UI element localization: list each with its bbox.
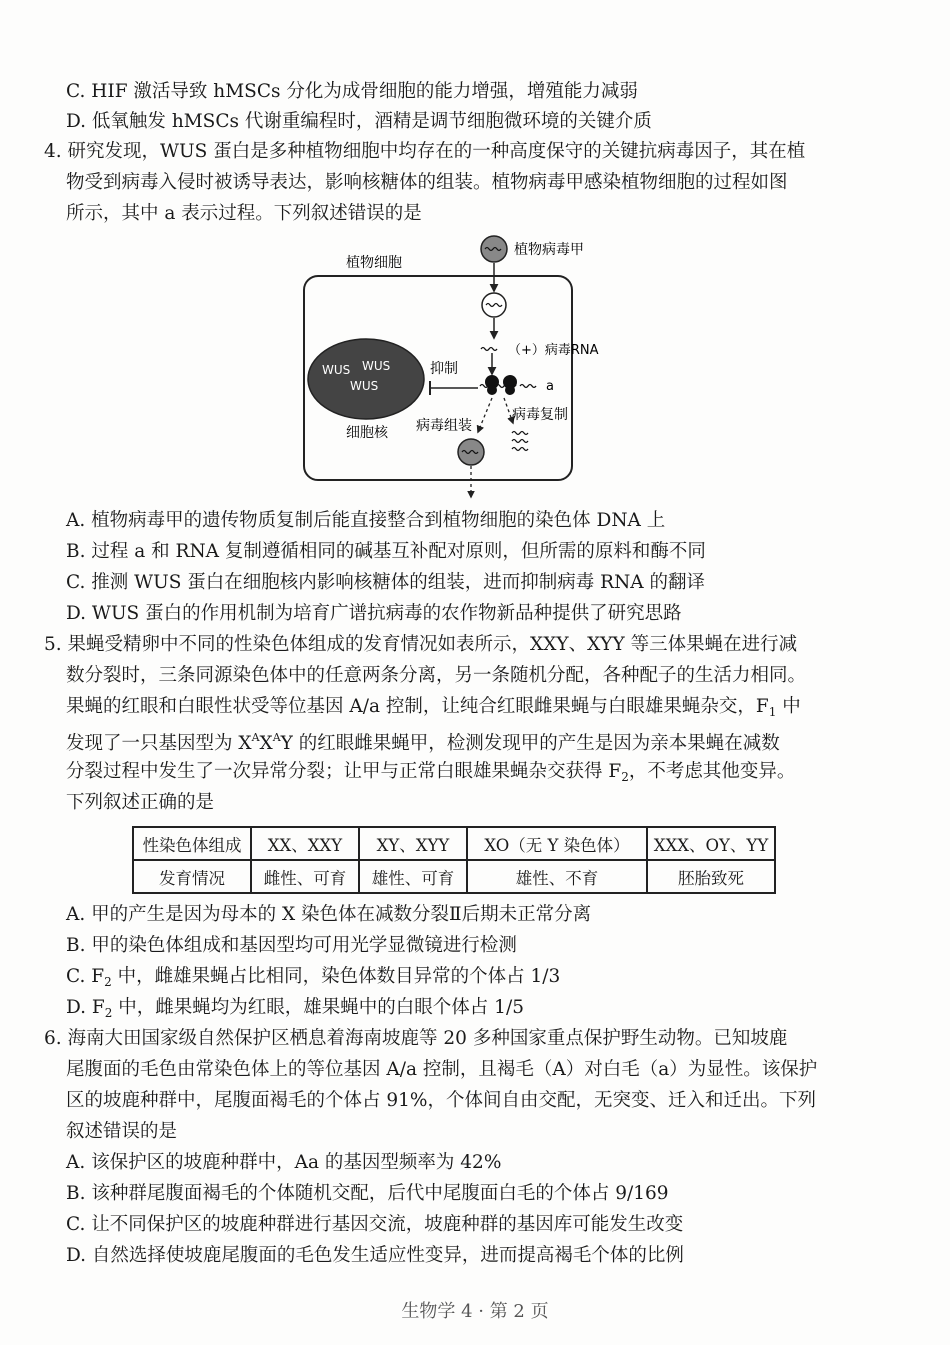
- wus-protein-2: WUS: [362, 359, 391, 373]
- ribosome-icon: [480, 375, 536, 395]
- table-row: [133, 860, 775, 893]
- wus-protein-3: WUS: [350, 379, 379, 393]
- process-a-label: a: [546, 379, 554, 394]
- q4-stem-line-3: 所示，其中 a 表示过程。下列叙述错误的是: [66, 203, 422, 224]
- virus-infection-diagram: [296, 232, 616, 502]
- virus-particle-icon: [481, 236, 507, 262]
- viral-rna-strand: [481, 348, 497, 351]
- table-row: [133, 827, 775, 860]
- q6-option-d: D. 自然选择使坡鹿尾腹面的毛色发生适应性变异，进而提高褐毛个体的比例: [66, 1245, 684, 1266]
- q6-stem-line-4: 叙述错误的是: [66, 1121, 178, 1142]
- q4-option-a: A. 植物病毒甲的遗传物质复制后能直接整合到植物细胞的染色体 DNA 上: [66, 510, 666, 531]
- q5-stem-line-5: 分裂过程中发生了一次异常分裂；让甲与正常白眼雄果蝇杂交获得 $F_2$，不考虑其他变异。: [66, 761, 796, 784]
- table-cell: 雄性、可育: [359, 860, 467, 893]
- inhibit-label: 抑制: [430, 361, 458, 377]
- option-c-prev: C. HIF 激活导致 hMSCs 分化为成骨细胞的能力增强，增殖能力减弱: [66, 81, 638, 102]
- replicated-rna: [512, 432, 528, 451]
- rna-label: （+）病毒RNA: [508, 343, 599, 358]
- q4-option-b: B. 过程 a 和 RNA 复制遵循相同的碱基互补配对原则，但所需的原料和酶不同: [66, 541, 706, 562]
- q5-option-d: D. $F_2$ 中，雌果蝇均为红眼，雄果蝇中的白眼个体占 1/5: [66, 997, 524, 1020]
- table-cell: 雄性、不育: [467, 860, 647, 893]
- table-cell: 雌性、可育: [251, 860, 359, 893]
- table-cell: XXX、OY、YY: [647, 827, 775, 860]
- q6-stem-line-1: 6. 海南大田国家级自然保护区栖息着海南坡鹿等 20 多种国家重点保护野生动物。已知坡鹿: [44, 1028, 788, 1049]
- q4-option-c: C. 推测 WUS 蛋白在细胞核内影响核糖体的组装，进而抑制病毒 RNA 的翻译: [66, 572, 706, 593]
- table-cell: 胚胎致死: [647, 860, 775, 893]
- q4-stem-line-2: 物受到病毒入侵时被诱导表达，影响核糖体的组装。植物病毒甲感染植物细胞的过程如图: [66, 172, 788, 193]
- q6-option-c: C. 让不同保护区的坡鹿种群进行基因交流，坡鹿种群的基因库可能发生改变: [66, 1214, 684, 1235]
- q4-stem-line-1: 4. 研究发现，WUS 蛋白是多种植物细胞中均存在的一种高度保守的关键抗病毒因子，其在植: [44, 141, 806, 162]
- q5-option-b: B. 甲的染色体组成和基因型均可用光学显微镜进行检测: [66, 935, 517, 956]
- replication-label: 病毒复制: [512, 407, 568, 423]
- table-cell: XX、XXY: [251, 827, 359, 860]
- q6-option-b: B. 该种群尾腹面褐毛的个体随机交配，后代中尾腹面白毛的个体占 9/169: [66, 1183, 669, 1204]
- q6-stem-line-3: 区的坡鹿种群中，尾腹面褐毛的个体占 91%，个体间自由交配，无突变、迁入和迁出。下列: [66, 1090, 817, 1111]
- q6-option-a: A. 该保护区的坡鹿种群中，Aa 的基因型频率为 42%: [66, 1152, 502, 1173]
- q6-stem-line-2: 尾腹面的毛色由常染色体上的等位基因 A/a 控制，且褐毛（A）对白毛（a）为显性。该保护: [66, 1059, 818, 1080]
- uncoated-virus-icon: [482, 293, 506, 317]
- assembly-label: 病毒组装: [416, 418, 472, 434]
- table-cell: 发育情况: [133, 860, 251, 893]
- q5-stem-line-1: 5. 果蝇受精卵中不同的性染色体组成的发育情况如表所示，XXY、XYY 等三体果蝇在进行减: [44, 634, 798, 655]
- q5-stem-line-4: 发现了一只基因型为 $X^AX^AY$ 的红眼雌果蝇甲，检测发现甲的产生是因为亲本果蝇在减数: [66, 731, 780, 754]
- q5-option-c: C. $F_2$ 中，雌雄果蝇占比相同，染色体数目异常的个体占 1/3: [66, 966, 561, 989]
- option-d-prev: D. 低氧触发 hMSCs 代谢重编程时，酒精是调节细胞微环境的关键介质: [66, 111, 652, 132]
- plant-cell-label: 植物细胞: [346, 255, 402, 271]
- q5-stem-line-2: 数分裂时，三条同源染色体中的任意两条分离，另一条随机分配，各种配子的生活力相同。: [66, 665, 807, 686]
- page-footer: 生物学 4 · 第 2 页: [401, 1301, 549, 1322]
- assembled-virus-icon: [458, 439, 484, 465]
- sex-chromosome-table: [132, 826, 776, 894]
- virus-label: 植物病毒甲: [514, 242, 584, 258]
- table-cell: XO（无 Y 染色体）: [467, 827, 647, 860]
- nucleus-label: 细胞核: [346, 425, 388, 441]
- table-cell: XY、XYY: [359, 827, 467, 860]
- q5-stem-line-6: 下列叙述正确的是: [66, 792, 215, 813]
- wus-protein-1: WUS: [322, 363, 351, 377]
- q5-stem-line-3: 果蝇的红眼和白眼性状受等位基因 A/a 控制，让纯合红眼雌果蝇与白眼雄果蝇杂交，$F_1$ 中: [66, 696, 801, 719]
- q4-option-d: D. WUS 蛋白的作用机制为培育广谱抗病毒的农作物新品种提供了研究思路: [66, 603, 682, 624]
- q5-option-a: A. 甲的产生是因为母本的 X 染色体在减数分裂Ⅱ后期未正常分离: [66, 904, 592, 925]
- table-cell: 性染色体组成: [133, 827, 251, 860]
